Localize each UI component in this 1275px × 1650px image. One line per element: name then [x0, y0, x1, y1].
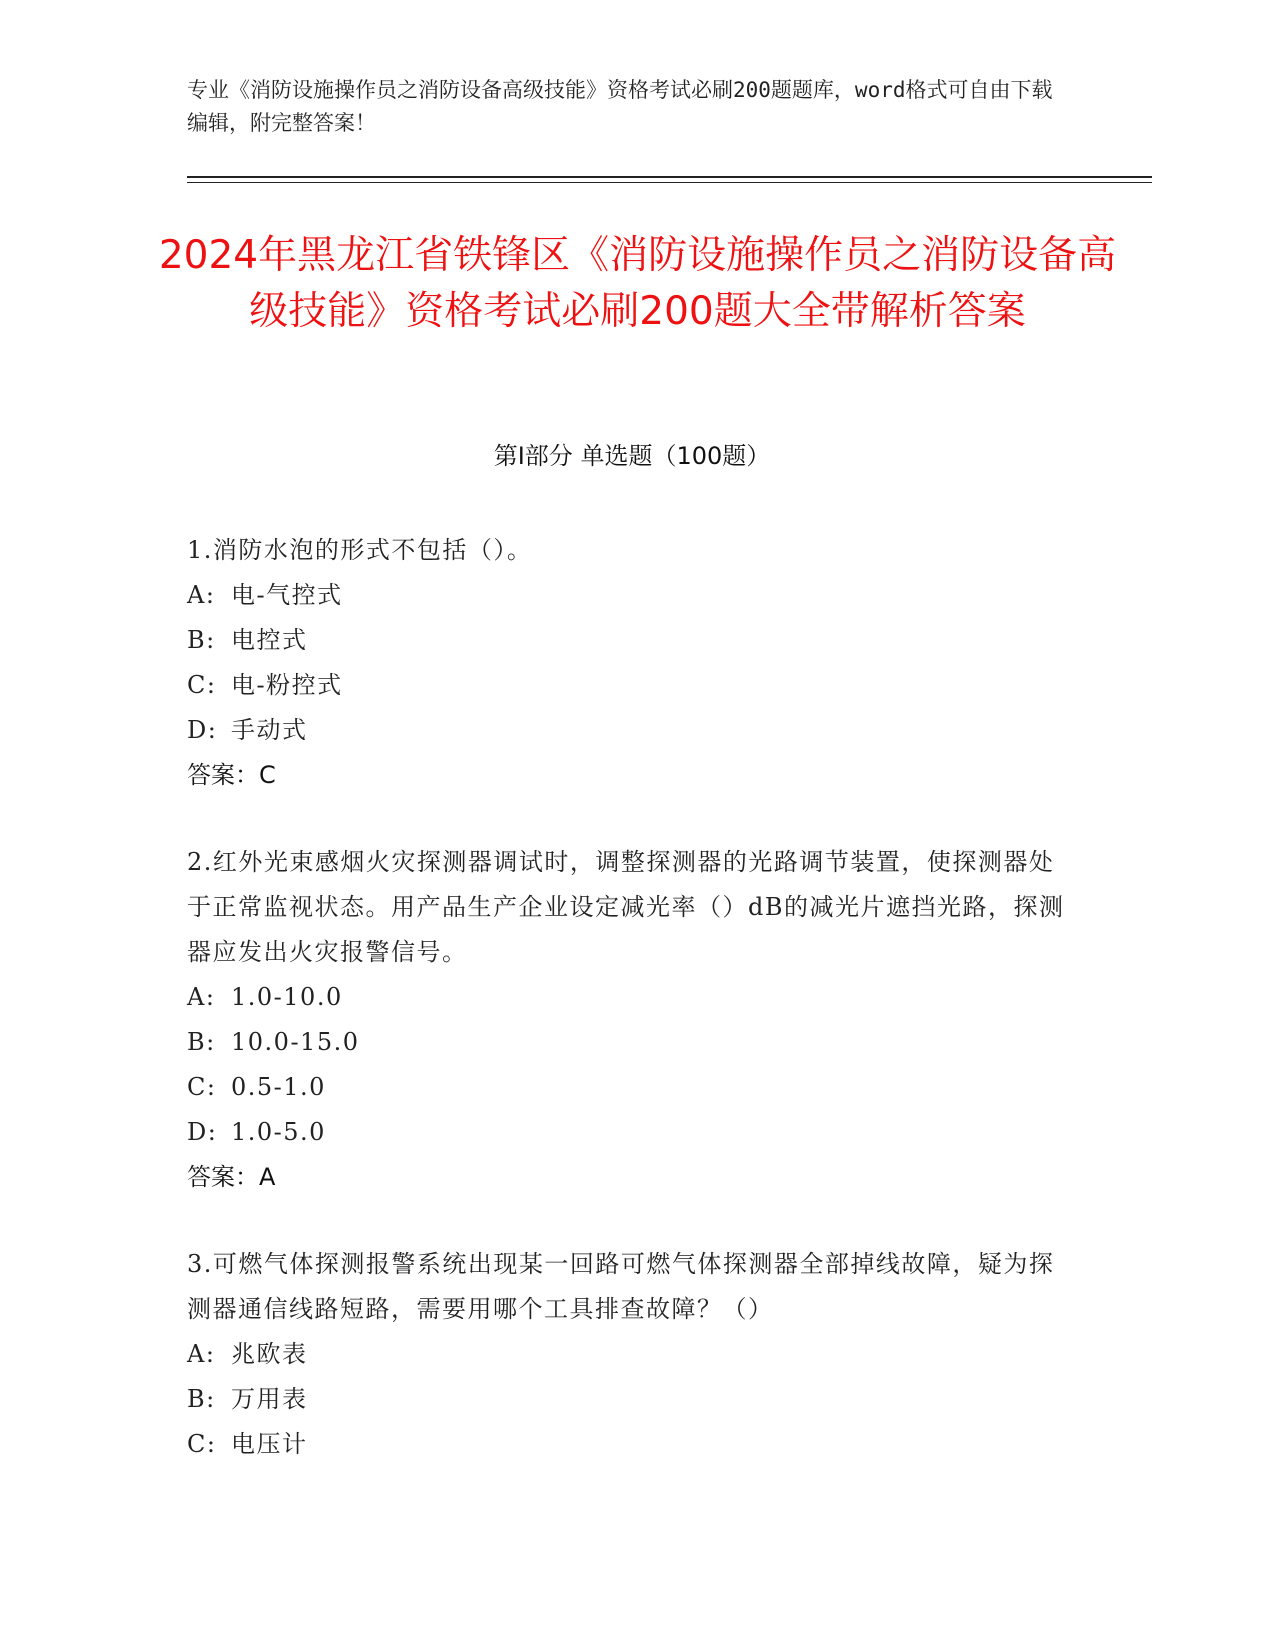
question-text: 3.可燃气体探测报警系统出现某一回路可燃气体探测器全部掉线故障，疑为探测器通信线路短路，需要用哪个工具排查故障？（） — [187, 1250, 1055, 1323]
question-item — [187, 1242, 1067, 1467]
question-text: 2.红外光束感烟火灾探测器调试时，调整探测器的光路调节装置，使探测器处于正常监视状态。用产品生产企业设定减光率（）dB的减光片遮挡光路，探测器应发出火灾报警信号。 — [187, 848, 1065, 966]
option-b — [187, 618, 1067, 663]
option-key: D: — [187, 1118, 218, 1146]
option-key: C: — [187, 1430, 217, 1458]
option-key: B: — [187, 1028, 216, 1056]
option-key: A: — [187, 983, 216, 1011]
option-label: 兆欧表 — [231, 1340, 308, 1368]
option-label: 手动式 — [231, 716, 308, 744]
option-key: B: — [187, 626, 216, 654]
option-key: D: — [187, 716, 218, 744]
document-title: 2024年黑龙江省铁锋区《消防设施操作员之消防设备高级技能》资格考试必刷200题大全带解析答案 — [158, 233, 1117, 334]
option-key: C: — [187, 1073, 217, 1101]
option-a — [187, 573, 1067, 618]
option-label: 1.0-5.0 — [231, 1118, 326, 1146]
option-label: 电-气控式 — [231, 581, 343, 609]
option-d — [187, 708, 1067, 753]
option-key: B: — [187, 1385, 216, 1413]
option-a — [187, 1332, 1067, 1377]
header-rule-thick — [187, 176, 1152, 178]
answer-text: 答案：C — [187, 761, 276, 789]
option-label: 1.0-10.0 — [231, 983, 343, 1011]
option-b — [187, 1377, 1067, 1422]
header-note: 专业《消防设施操作员之消防设备高级技能》资格考试必刷200题题库，word格式可自由下载编辑，附完整答案！ — [187, 78, 1053, 135]
option-key: C: — [187, 671, 217, 699]
option-label: 万用表 — [231, 1385, 308, 1413]
section-heading: 第Ⅰ部分 单选题（100题） — [493, 442, 771, 470]
option-a — [187, 975, 1067, 1020]
answer-text: 答案：A — [187, 1163, 276, 1191]
option-c — [187, 663, 1067, 708]
option-b — [187, 1020, 1067, 1065]
option-label: 电控式 — [231, 626, 308, 654]
question-item — [187, 528, 1067, 798]
question-list — [187, 528, 1067, 1509]
option-label: 0.5-1.0 — [231, 1073, 326, 1101]
option-c — [187, 1065, 1067, 1110]
option-label: 10.0-15.0 — [231, 1028, 360, 1056]
header-rule-thin — [187, 182, 1152, 183]
option-key: A: — [187, 581, 216, 609]
option-d — [187, 1110, 1067, 1155]
option-key: A: — [187, 1340, 216, 1368]
question-item — [187, 840, 1067, 1200]
option-label: 电压计 — [231, 1430, 308, 1458]
question-text: 1.消防水泡的形式不包括（）。 — [187, 536, 533, 564]
option-label: 电-粉控式 — [231, 671, 343, 699]
option-c — [187, 1422, 1067, 1467]
